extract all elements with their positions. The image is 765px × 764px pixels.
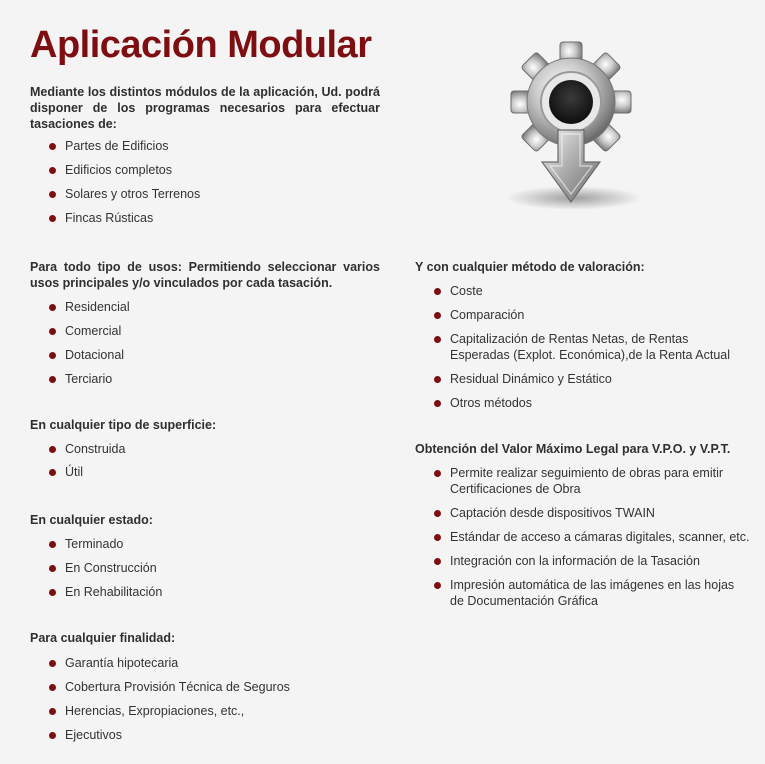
list-item: Residencial <box>30 299 380 315</box>
list-item: Terciario <box>30 371 380 387</box>
section-estado <box>30 512 380 600</box>
list-item: Residual Dinámico y Estático <box>415 371 750 387</box>
list-item: Cobertura Provisión Técnica de Seguros <box>30 679 380 695</box>
list-item: Edificios completos <box>30 162 390 178</box>
section-finalidad <box>30 630 380 743</box>
list-item: Permite realizar seguimiento de obras para emitir Certificaciones de Obra <box>415 465 750 497</box>
section-superficie <box>30 417 380 480</box>
list-item: Fincas Rústicas <box>30 210 390 226</box>
page-title: Aplicación Modular <box>30 24 372 66</box>
list-item: Impresión automática de las imágenes en las hojas de Documentación Gráfica <box>415 577 750 609</box>
gear-download-icon <box>496 30 646 215</box>
list-item: Coste <box>415 283 750 299</box>
list-item: Dotacional <box>30 347 380 363</box>
list-item: Terminado <box>30 536 380 552</box>
intro-list <box>30 138 390 226</box>
list-item: Otros métodos <box>415 395 750 411</box>
section-heading: Para cualquier finalidad: <box>30 631 176 645</box>
list-item: Capitalización de Rentas Netas, de Rentas Esperadas (Explot. Económica),de la Renta Actual <box>415 331 750 363</box>
section-usos <box>30 259 380 387</box>
list-item: Ejecutivos <box>30 727 380 743</box>
section-vpo <box>415 441 750 609</box>
list-item: Útil <box>30 464 380 480</box>
list-item: Captación desde dispositivos TWAIN <box>415 505 750 521</box>
list-item: Herencias, Expropiaciones, etc., <box>30 703 380 719</box>
list-item: Integración con la información de la Tasación <box>415 553 750 569</box>
intro-text: Mediante los distintos módulos de la aplicación, Ud. podrá disponer de los programas necesarios para efectuar tasaciones de: <box>30 85 380 131</box>
section-heading: En cualquier tipo de superficie: <box>30 418 217 432</box>
list-item: Comparación <box>415 307 750 323</box>
list-item: Estándar de acceso a cámaras digitales, scanner, etc. <box>415 529 750 545</box>
list-item: Partes de Edificios <box>30 138 390 154</box>
list-item: En Rehabilitación <box>30 584 380 600</box>
list-item: En Construcción <box>30 560 380 576</box>
section-heading: Obtención del Valor Máximo Legal para V.P.O. y V.P.T. <box>415 442 731 456</box>
list-item: Garantía hipotecaria <box>30 655 380 671</box>
list-item: Comercial <box>30 323 380 339</box>
section-heading: Para todo tipo de usos: Permitiendo seleccionar varios usos principales y/o vinculados por cada tasación. <box>30 260 380 290</box>
section-heading: En cualquier estado: <box>30 513 153 527</box>
section-heading: Y con cualquier método de valoración: <box>415 260 645 274</box>
list-item: Construida <box>30 441 380 457</box>
section-metodo <box>415 259 750 411</box>
list-item: Solares y otros Terrenos <box>30 186 390 202</box>
